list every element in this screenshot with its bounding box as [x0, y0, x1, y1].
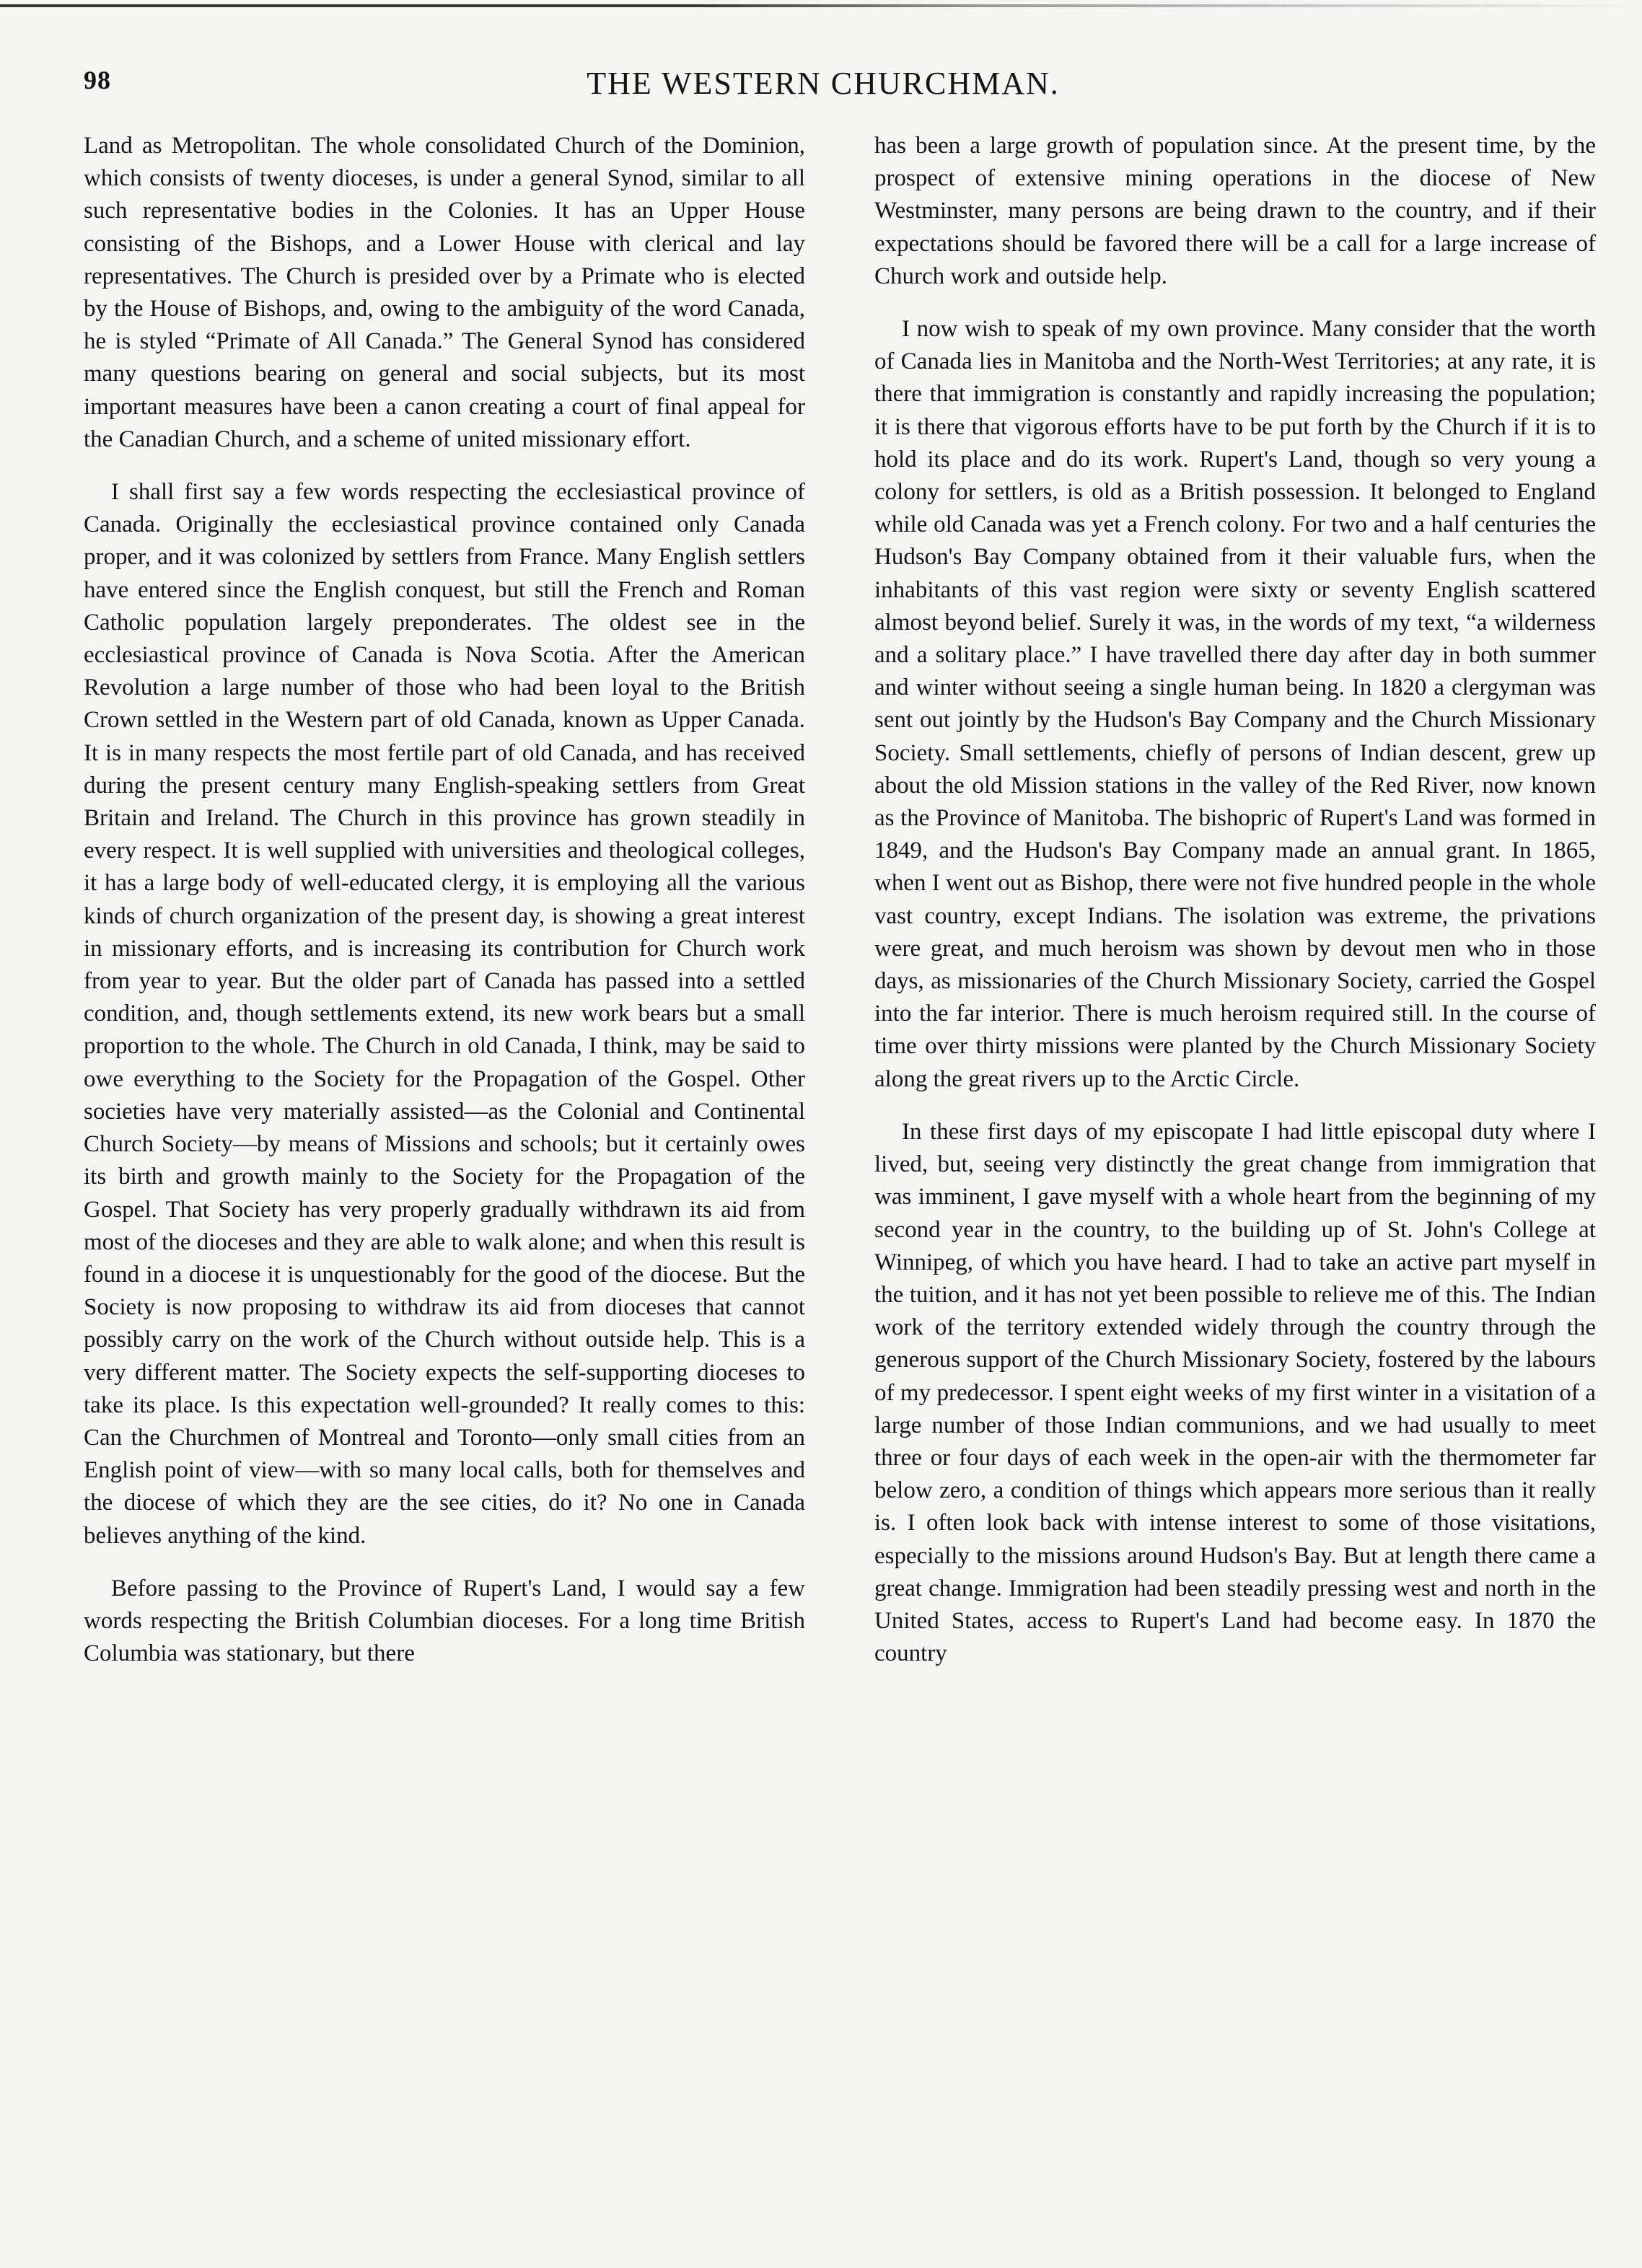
paragraph: Land as Metropolitan. The whole consolidated Church of the Dominion, which consists of twenty dioceses, is under a general Synod, similar to all such representative bodies in the Colonies. It has an Upper House consisting of the Bishops, and a Lower House with clerical and lay representatives. The Church is presided over by a Primate who is elected by the House of Bishops, and, owing to the ambiguity of the word Canada, he is styled “Primate of All Canada.” The General Synod has considered many questions bearing on general and social subjects, but its most important measures have been a canon creating a court of final appeal for the Canadian Church, and a scheme of united missionary effort. — [84, 133, 805, 452]
left-column — [84, 130, 805, 1690]
right-column — [874, 130, 1596, 1690]
paragraph: Before passing to the Province of Rupert's Land, I would say a few words respecting the British Columbian dioceses. For a long time British Columbia was stationary, but there — [84, 1575, 805, 1667]
paragraph: In these first days of my episcopate I had little episcopal duty where I lived, but, seeing very distinctly the great change from immigration that was imminent, I gave myself with a whole heart from the beginning of my second year in the country, to the building up of St. John's College at Winnipeg, of which you have heard. I had to take an active part myself in the tuition, and it has not yet been possible to relieve me of this. The Indian work of the territory extended widely through the country through the generous support of the Church Missionary Society, fostered by the labours of my predecessor. I spent eight weeks of my first winter in a visitation of a large number of those Indian communions, and we had usually to meet three or four days of each week in the open-air with the thermometer far below zero, a condition of things which appears more serious than it really is. I often look back with intense interest to some of those visitations, especially to the missions around Hudson's Bay. But at length there came a great change. Immigration had been steadily pressing west and north in the United States, access to Rupert's Land had become easy. In 1870 the country — [874, 1118, 1596, 1667]
paragraph: has been a large growth of population since. At the present time, by the prospect of extensive mining operations in the diocese of New Westminster, many persons are being drawn to the country, and if their expectations should be favored there will be a call for a large increase of Church work and outside help. — [874, 133, 1596, 289]
paragraph: I shall first say a few words respecting the ecclesiastical province of Canada. Originally the ecclesiastical province contained only Canada proper, and it was colonized by settlers from France. Many English settlers have entered since the English conquest, but still the French and Roman Catholic population largely preponderates. The oldest see in the ecclesiastical province of Canada is Nova Scotia. After the American Revolution a large number of those who had been loyal to the British Crown settled in the Western part of old Canada, known as Upper Canada. It is in many respects the most fertile part of old Canada, and has received during the present century many English-speaking settlers from Great Britain and Ireland. The Church in this province has grown steadily in every respect. It is well supplied with universities and theological colleges, it has a large body of well-educated clergy, it is employing all the various kinds of church organization of the present day, is showing a great interest in missionary efforts, and is increasing its contribution for Church work from year to year. But the older part of Canada has passed into a settled condition, and, though settlements extend, its new work bears but a small proportion to the whole. The Church in old Canada, I think, may be said to owe everything to the Society for the Propagation of the Gospel. Other societies have very materially assisted—as the Colonial and Continental Church Society—by means of Missions and schools; but it certainly owes its birth and growth mainly to the Society for the Propagation of the Gospel. That Society has very properly gradually withdrawn its aid from most of the dioceses and they are able to walk alone; and when this result is found in a diocese it is unquestionably for the good of the diocese. But the Society is now proposing to withdraw its aid from dioceses that cannot possibly carry on the work of the Church without outside help. This is a very different matter. The Society expects the self-supporting dioceses to take its place. Is this expectation well-grounded? It really comes to this: Can the Churchmen of Montreal and Toronto—only small cities from an English point of view—with so many local calls, both for themselves and the diocese of which they are the see cities, do it? No one in Canada believes anything of the kind. — [84, 479, 805, 1549]
page-number: 98 — [84, 66, 111, 94]
paragraph: I now wish to speak of my own province. Many consider that the worth of Canada lies in Manitoba and the North-West Territories; at any rate, it is there that immigration is constantly and rapidly increasing the population; it is there that vigorous efforts have to be put forth by the Church if it is to hold its place and do its work. Rupert's Land, though so very young a colony for settlers, is old as a British possession. It belonged to England while old Canada was yet a French colony. For two and a half centuries the Hudson's Bay Company obtained from it their valuable furs, when the inhabitants of this vast region were sixty or seventy English scattered almost beyond belief. Surely it was, in the words of my text, “a wilderness and a solitary place.” I have travelled there day after day in both summer and winter without seeing a single human being. In 1820 a clergyman was sent out jointly by the Hudson's Bay Company and the Church Missionary Society. Small settlements, chiefly of persons of Indian descent, grew up about the old Mission stations in the valley of the Red River, now known as the Province of Manitoba. The bishopric of Rupert's Land was formed in 1849, and the Hudson's Bay Company made an annual grant. In 1865, when I went out as Bishop, there were not five hundred people in the whole vast country, except Indians. The isolation was extreme, the privations were great, and much heroism was shown by devout men who in those days, as missionaries of the Church Missionary Society, carried the Gospel into the far interior. There is much heroism required still. In the course of time over thirty missions were planted by the Church Missionary Society along the great rivers up to the Arctic Circle. — [874, 316, 1596, 1092]
top-rule — [0, 4, 1642, 7]
page-header — [84, 65, 1563, 123]
running-title: THE WESTERN CHURCHMAN. — [587, 66, 1060, 101]
